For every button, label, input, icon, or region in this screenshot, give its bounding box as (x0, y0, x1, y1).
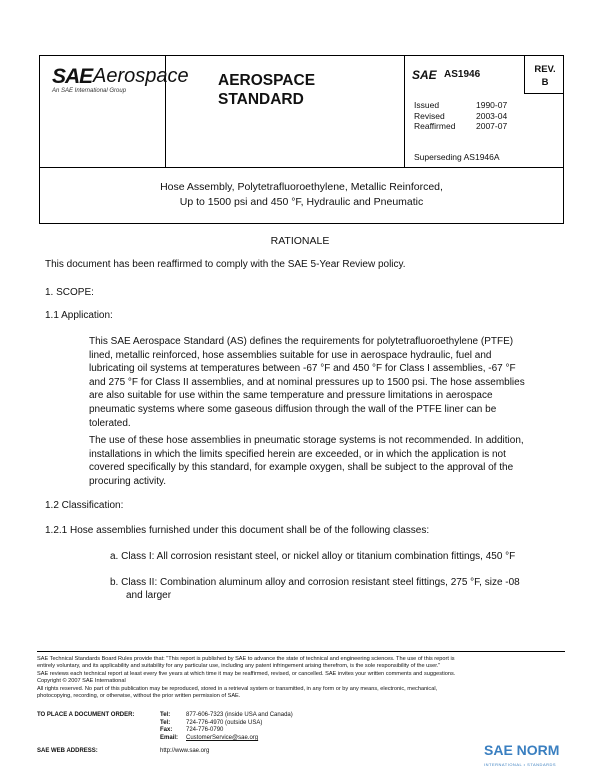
document-title (39, 168, 564, 224)
date-row-reaffirmed: Reaffirmed 2007-07 (414, 121, 508, 131)
footer-divider (37, 651, 565, 652)
title-line-2: Up to 1500 psi and 450 °F, Hydraulic and Pneumatic (179, 196, 424, 208)
document-number: AS1946 (444, 69, 481, 80)
section-1-1-heading: 1.1 Application: (45, 310, 113, 321)
divider (404, 56, 405, 167)
aerospace-logo-text: Aerospace (93, 65, 189, 87)
application-paragraph-1: This SAE Aerospace Standard (AS) defines the requirements for polytetrafluoroethylene (PTFE) lined, metallic reinforced, hose assemblies suitable for use in aerospace hydraulic, fuel and lubricating oil systems at temperatures between -67 °F and 450 °F for Class I assemblies, -67 °F and 275 °F for Class II assemblies, and at nominal pressures up to 1500 psi. The hose assemblies are also suitable for use within the same temperature and pressure limitations in aerospace pneumatic systems where some gaseous diffusion through the wall of the PTFE liner can be tolerated. (89, 336, 525, 429)
revision-box: REV. B (534, 64, 556, 88)
standard-title: AEROSPACE STANDARD (218, 72, 316, 108)
sae-norm-watermark: SAE NORM (484, 742, 560, 758)
sae-norm-subtitle: INTERNATIONAL • STANDARDS (484, 762, 557, 767)
rationale-text: This document has been reaffirmed to comply with the SAE 5-Year Review policy. (45, 259, 406, 270)
contact-block: Tel: 877-606-7323 (inside USA and Canada) Tel: 724-776-4970 (outside USA) Fax: 724-776-0790 Email: CustomerService@sae.org (160, 712, 293, 741)
logo-subtitle: An SAE International Group (52, 88, 127, 94)
web-label: SAE WEB ADDRESS: (37, 748, 98, 754)
footer-legal: SAE Technical Standards Board Rules provide that: "This report is published by SAE to advance the state of technical and engineering sciences. The use of this report is entirely voluntary, and its applicability and suitability for any particular use, including any patent infringement arising therefrom, is the sole responsibility of the user." SAE reviews each technical report at least every five years at which time it may be reaffirmed, revised, or cancelled. SAE invites your written comments and suggestions. Copyright © 2007 SAE International All rights reserved. No part of this publication may be reproduced, stored in a retrieval system or transmitted, in any form or by any means, electronic, mechanical, photocopying, recording, or otherwise, without the prior written permission of SAE. (37, 656, 456, 700)
title-line-1: Hose Assembly, Polytetrafluoroethylene, Metallic Reinforced, (160, 181, 443, 193)
class-ii-item: b. Class II: Combination aluminum alloy and corrosion resistant steel fittings, 275 °F, size -08 (110, 577, 520, 588)
date-row-revised: Revised 2003-04 (414, 110, 508, 121)
sae-mark: SAE (412, 68, 437, 82)
application-paragraph-2: The use of these hose assemblies in pneumatic storage systems is not recommended. In addition, installations in which the limits specified herein are exceeded, or in which the application is not covered specifically by this standard, for example oxygen, shall be subject to the approval of the procuring activity. (89, 435, 524, 487)
divider (524, 93, 563, 94)
rationale-heading: RATIONALE (270, 235, 330, 247)
date-block (414, 100, 507, 132)
divider (524, 56, 525, 93)
class-ii-item-continued: and larger (126, 590, 172, 601)
scope-heading: 1. SCOPE: (45, 287, 94, 298)
section-1-2-heading: 1.2 Classification: (45, 500, 124, 511)
date-row-issued: Issued 1990-07 (414, 100, 508, 110)
order-label: TO PLACE A DOCUMENT ORDER: (37, 712, 135, 718)
class-i-item: a. Class I: All corrosion resistant steel, or nickel alloy or titanium combination fittings, 450 °F (110, 551, 516, 562)
email-link[interactable]: CustomerService@sae.org (186, 734, 259, 741)
section-1-2-1-text: 1.2.1 Hose assemblies furnished under this document shall be of the following classes: (45, 525, 430, 536)
web-address-link[interactable]: http://www.sae.org (160, 748, 210, 754)
superseding-note: Superseding AS1946A (414, 152, 500, 162)
sae-logo: SAE (52, 65, 93, 88)
document-header (39, 55, 564, 168)
